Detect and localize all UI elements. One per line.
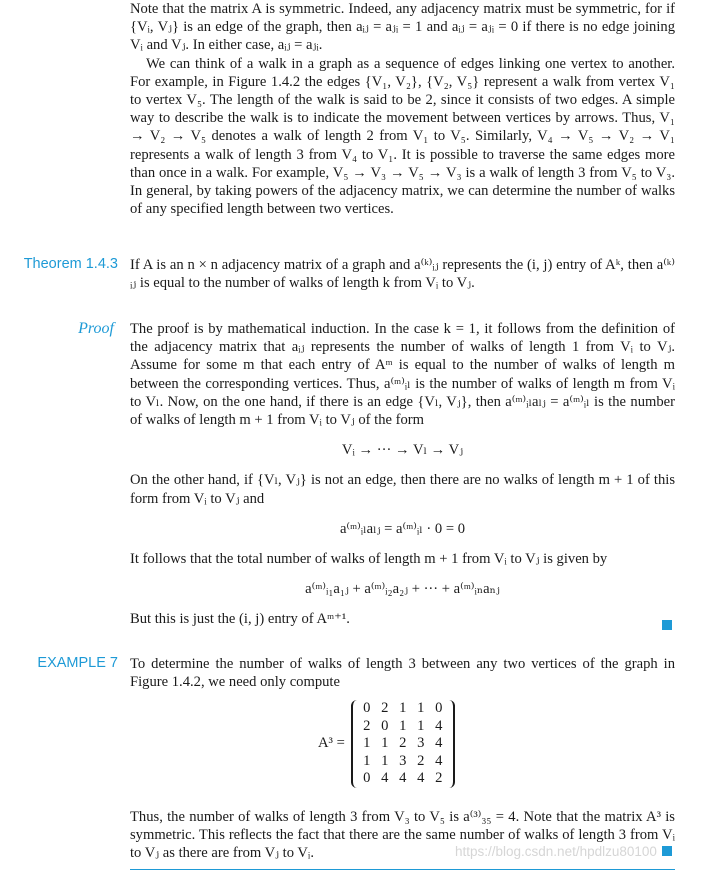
theorem-statement: If A is an n × n adjacency matrix of a graph and a⁽ᵏ⁾ᵢⱼ represents the (i, j) entry of Aᵏ, then a⁽ᵏ⁾ᵢⱼ is equal to the number of walks of length k from Vᵢ to Vⱼ. [130,257,675,292]
matrix-cell: 1 [363,752,371,769]
display-walk-form: Vᵢ → ··· → Vₗ → Vⱼ [341,442,464,459]
watermark: https://blog.csdn.net/hpdlzu80100 [455,844,657,859]
matrix-cell: 2 [417,752,425,769]
matrix-cell: 4 [435,717,443,734]
proof-paragraph-1: The proof is by mathematical induction. In the case k = 1, it follows from the definition of the adjacency matrix that aᵢⱼ represents the number of walks of length 1 from Vᵢ to Vⱼ. Assume for some m that each entry of Aᵐ is equal to the number of walks of length m between the corresponding vertices. Thus, a⁽ᵐ⁾ᵢₗ is the number of walks of length m from Vᵢ to Vₗ. Now, on the one hand, if there is an edge {Vₗ, Vⱼ}, then a⁽ᵐ⁾ᵢₗaₗⱼ = a⁽ᵐ⁾ᵢₗ is the number of walks of length m + 1 from Vᵢ to Vⱼ of the form [130,321,675,429]
example-paragraph-1: To determine the number of walks of length 3 between any two vertices of the graph in Figure 1.4.2, we need only compute [130,656,675,691]
matrix-a-cubed [351,700,455,788]
matrix-cell: 0 [363,700,371,716]
proof-paragraph-3: It follows that the total number of walks of length m + 1 from Vᵢ to Vⱼ is given by [130,551,608,568]
matrix-cell: 4 [435,752,443,769]
matrix-cell: 2 [381,700,389,716]
proof-paragraph-4: But this is just the (i, j) entry of Aᵐ⁺¹. [130,611,350,628]
theorem-text [130,256,675,292]
qed-square-icon [662,620,672,630]
matrix-cell: 4 [381,770,389,787]
matrix-cell: 4 [399,770,407,787]
matrix-cell: 4 [435,735,443,752]
matrix-cell: 0 [363,770,371,787]
example-intro [130,655,675,691]
theorem-label: Theorem 1.4.3 [23,256,118,272]
matrix-cell: 1 [381,735,389,752]
matrix-cell: 1 [399,717,407,734]
proof-body [130,320,675,629]
matrix-cell: 1 [363,735,371,752]
paragraph-symmetry [130,0,675,218]
proof-paragraph-2: On the other hand, if {Vₗ, Vⱼ} is not an edge, then there are no walks of length m + 1 of this form from Vᵢ to Vⱼ and [130,472,675,507]
matrix-display [318,700,455,788]
end-of-example-icon [662,846,672,856]
matrix-cell: 2 [399,735,407,752]
bottom-rule [130,869,675,870]
para-symmetric-matrix: Note that the matrix A is symmetric. Indeed, any adjacency matrix must be symmetric, for if {Vᵢ, Vⱼ} is an edge of the graph, then aᵢⱼ = aⱼᵢ = 1 and aᵢⱼ = aⱼᵢ = 0 if there is no edge joining Vᵢ and Vⱼ. In either case, aᵢⱼ = aⱼᵢ. [130,1,675,54]
matrix-cell: 4 [417,770,425,787]
example-label: EXAMPLE 7 [37,655,118,671]
matrix-cell: 1 [381,752,389,769]
matrix-cell: 1 [417,717,425,734]
example-paragraph-2: Thus, the number of walks of length 3 from V₃ to V₅ is a⁽³⁾₃₅ = 4. Note that the matrix A³ is symmetric. This reflects the fact that there are the same number of walks of length 3 from Vᵢ to Vⱼ as there are from Vⱼ to Vᵢ. [130,809,675,862]
display-zero-product: a⁽ᵐ⁾ᵢₗaₗⱼ = a⁽ᵐ⁾ᵢₗ · 0 = 0 [339,520,466,537]
matrix-cell: 2 [363,717,371,734]
matrix-cell: 2 [435,770,443,787]
matrix-cell: 0 [435,700,443,716]
matrix-cell: 1 [417,700,425,716]
display-sum: a⁽ᵐ⁾ᵢ₁a₁ⱼ + a⁽ᵐ⁾ᵢ₂a₂ⱼ + ··· + a⁽ᵐ⁾ᵢₙaₙⱼ [305,581,500,598]
matrix-cell: 3 [399,752,407,769]
para-walks: We can think of a walk in a graph as a sequence of edges linking one vertex to another. For example, in Figure 1.4.2 the edges {V₁, V₂}, {V₂, V₅} represent a walk from vertex V₁ to vertex V₅. The length of the walk is said to be 2, since it consists of two edges. A simple way to describe the walk is to indicate the movement between vertices by arrows. Thus, V₁ → V₂ → V₅ denotes a walk of length 2 from V₁ to V₅. Similarly, V₄ → V₅ → V₂ → V₁ represents a walk of length 3 from V₄ to V₁. It is possible to traverse the same edges more than once in a walk. For example, V₅ → V₃ → V₅ → V₃ is a walk of length 3 from V₅ to V₃. In general, by taking powers of the adjacency matrix, we can determine the number of walks of any specified length between two vertices. [130,55,675,218]
matrix-cell: 0 [381,717,389,734]
matrix-lhs: A³ = [318,735,345,752]
proof-label: Proof [78,320,114,337]
matrix-cell: 3 [417,735,425,752]
matrix-cell: 1 [399,700,407,716]
